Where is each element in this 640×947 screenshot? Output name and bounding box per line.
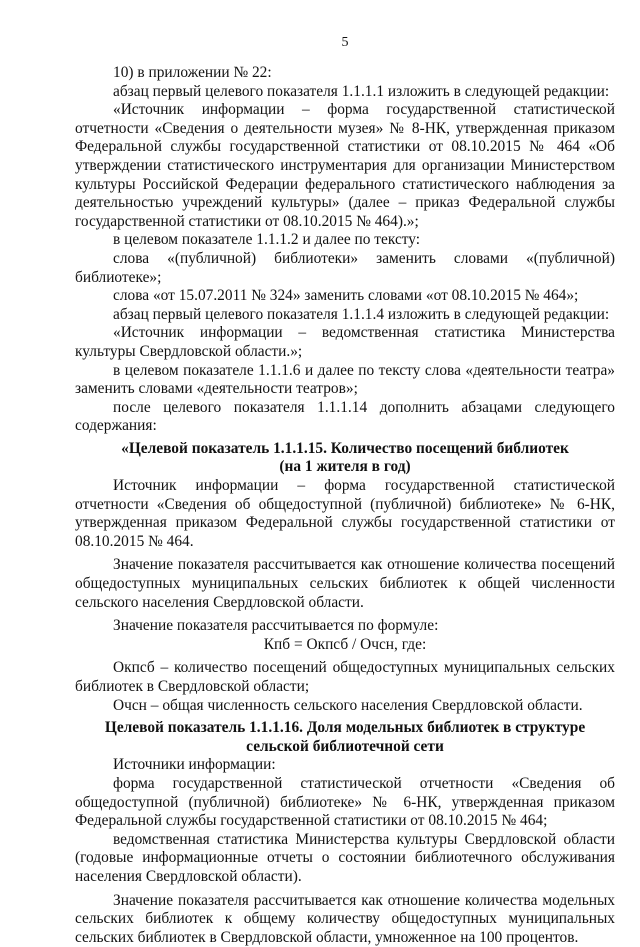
page-number: 5 [341,35,349,50]
heading-indicator-1-1-1-15-sub: (на 1 жителя в год) [279,458,411,476]
paragraph-source-library-form: Источник информации – форма государственной статистической отчетности «Сведения об общедоступной (публичной) библиотеке» № 6-НК, утвержденная приказом Федеральной службы государственной статистики от 08.10.2015 № 464. [75,477,615,550]
paragraph-formula-term-ochsn: Очсн – общая численность сельского населения Свердловской области. [113,696,583,714]
heading-indicator-1-1-1-16-sub: сельской библиотечной сети [246,737,444,755]
heading-indicator-1-1-1-15: «Целевой показатель 1.1.1.15. Количество посещений библиотек [121,439,569,457]
paragraph-source-museum: «Источник информации – форма государственной статистической отчетности «Сведения о деятельности музея» № 8-НК, утвержденная приказом Федеральной службы государственной статистики от 08.10.2015 № 464 «Об утверждении статистического инструментария для организации Министерством культуры Российской Федерации федерального статистического наблюдения за деятельностью учреждений культуры» (далее – приказ Федеральной службы государственной статистики от 08.10.2015 № 464).»; [75,101,615,230]
paragraph-indicator-1-1-1-4: абзац первый целевого показателя 1.1.1.4 изложить в следующей редакции: [113,305,610,323]
paragraph-source-ministry: «Источник информации – ведомственная статистика Министерства культуры Свердловской области.»; [75,324,615,360]
paragraph-source-form-6nk: форма государственной статистической отчетности «Сведения об общедоступной (публичной) библиотеке» № 6-НК, утвержденная приказом Федеральной службы государственной статистики от 08.10.2015 № 464; [75,774,615,830]
paragraph-calculation-visits: Значение показателя рассчитывается как отношение количества посещений общедоступных муниципальных сельских библиотек к общей численности сельского населения Свердловской области. [75,556,615,611]
document-page [75,34,615,947]
paragraph-replace-library-words: слова «(публичной) библиотеки» заменить словами «(публичной) библиотеке»; [75,249,615,286]
paragraph-calculation-model-libraries: Значение показателя рассчитывается как отношение количества модельных сельских библиотек к общему количеству общедоступных муниципальных сельских библиотек в Свердловской области, умноженное на 100 процентов. [75,891,615,946]
paragraph-indicator-1-1-1-1: абзац первый целевого показателя 1.1.1.1 изложить в следующей редакции: [113,82,610,100]
paragraph-formula-intro: Значение показателя рассчитывается по формуле: [113,617,439,635]
paragraph-replace-date-words: слова «от 15.07.2011 № 324» заменить словами «от 08.10.2015 № 464»; [113,287,579,305]
formula: Кпб = Окпсб / Очсн, где: [263,635,427,653]
paragraph-indicator-1-1-1-14: после целевого показателя 1.1.1.14 дополнить абзацами следующего содержания: [75,398,615,435]
paragraph-indicator-1-1-1-2: в целевом показателе 1.1.1.2 и далее по тексту: [113,231,421,249]
paragraph-source-ministry-stats: ведомственная статистика Министерства культуры Свердловской области (годовые информационные отчеты о состоянии библиотечного обслуживания населения Свердловской области). [75,830,615,885]
heading-indicator-1-1-1-16: Целевой показатель 1.1.1.16. Доля модельных библиотек в структуре [104,719,586,737]
paragraph-formula-term-okpsb: Окпсб – количество посещений общедоступных муниципальных сельских библиотек в Свердловской области; [75,659,615,695]
paragraph-indicator-1-1-1-6: в целевом показателе 1.1.1.6 и далее по тексту слова «деятельности театра» заменить словами «деятельности театров»; [75,361,615,398]
paragraph-item-10: 10) в приложении № 22: [113,64,272,81]
paragraph-sources-intro: Источники информации: [113,756,276,774]
